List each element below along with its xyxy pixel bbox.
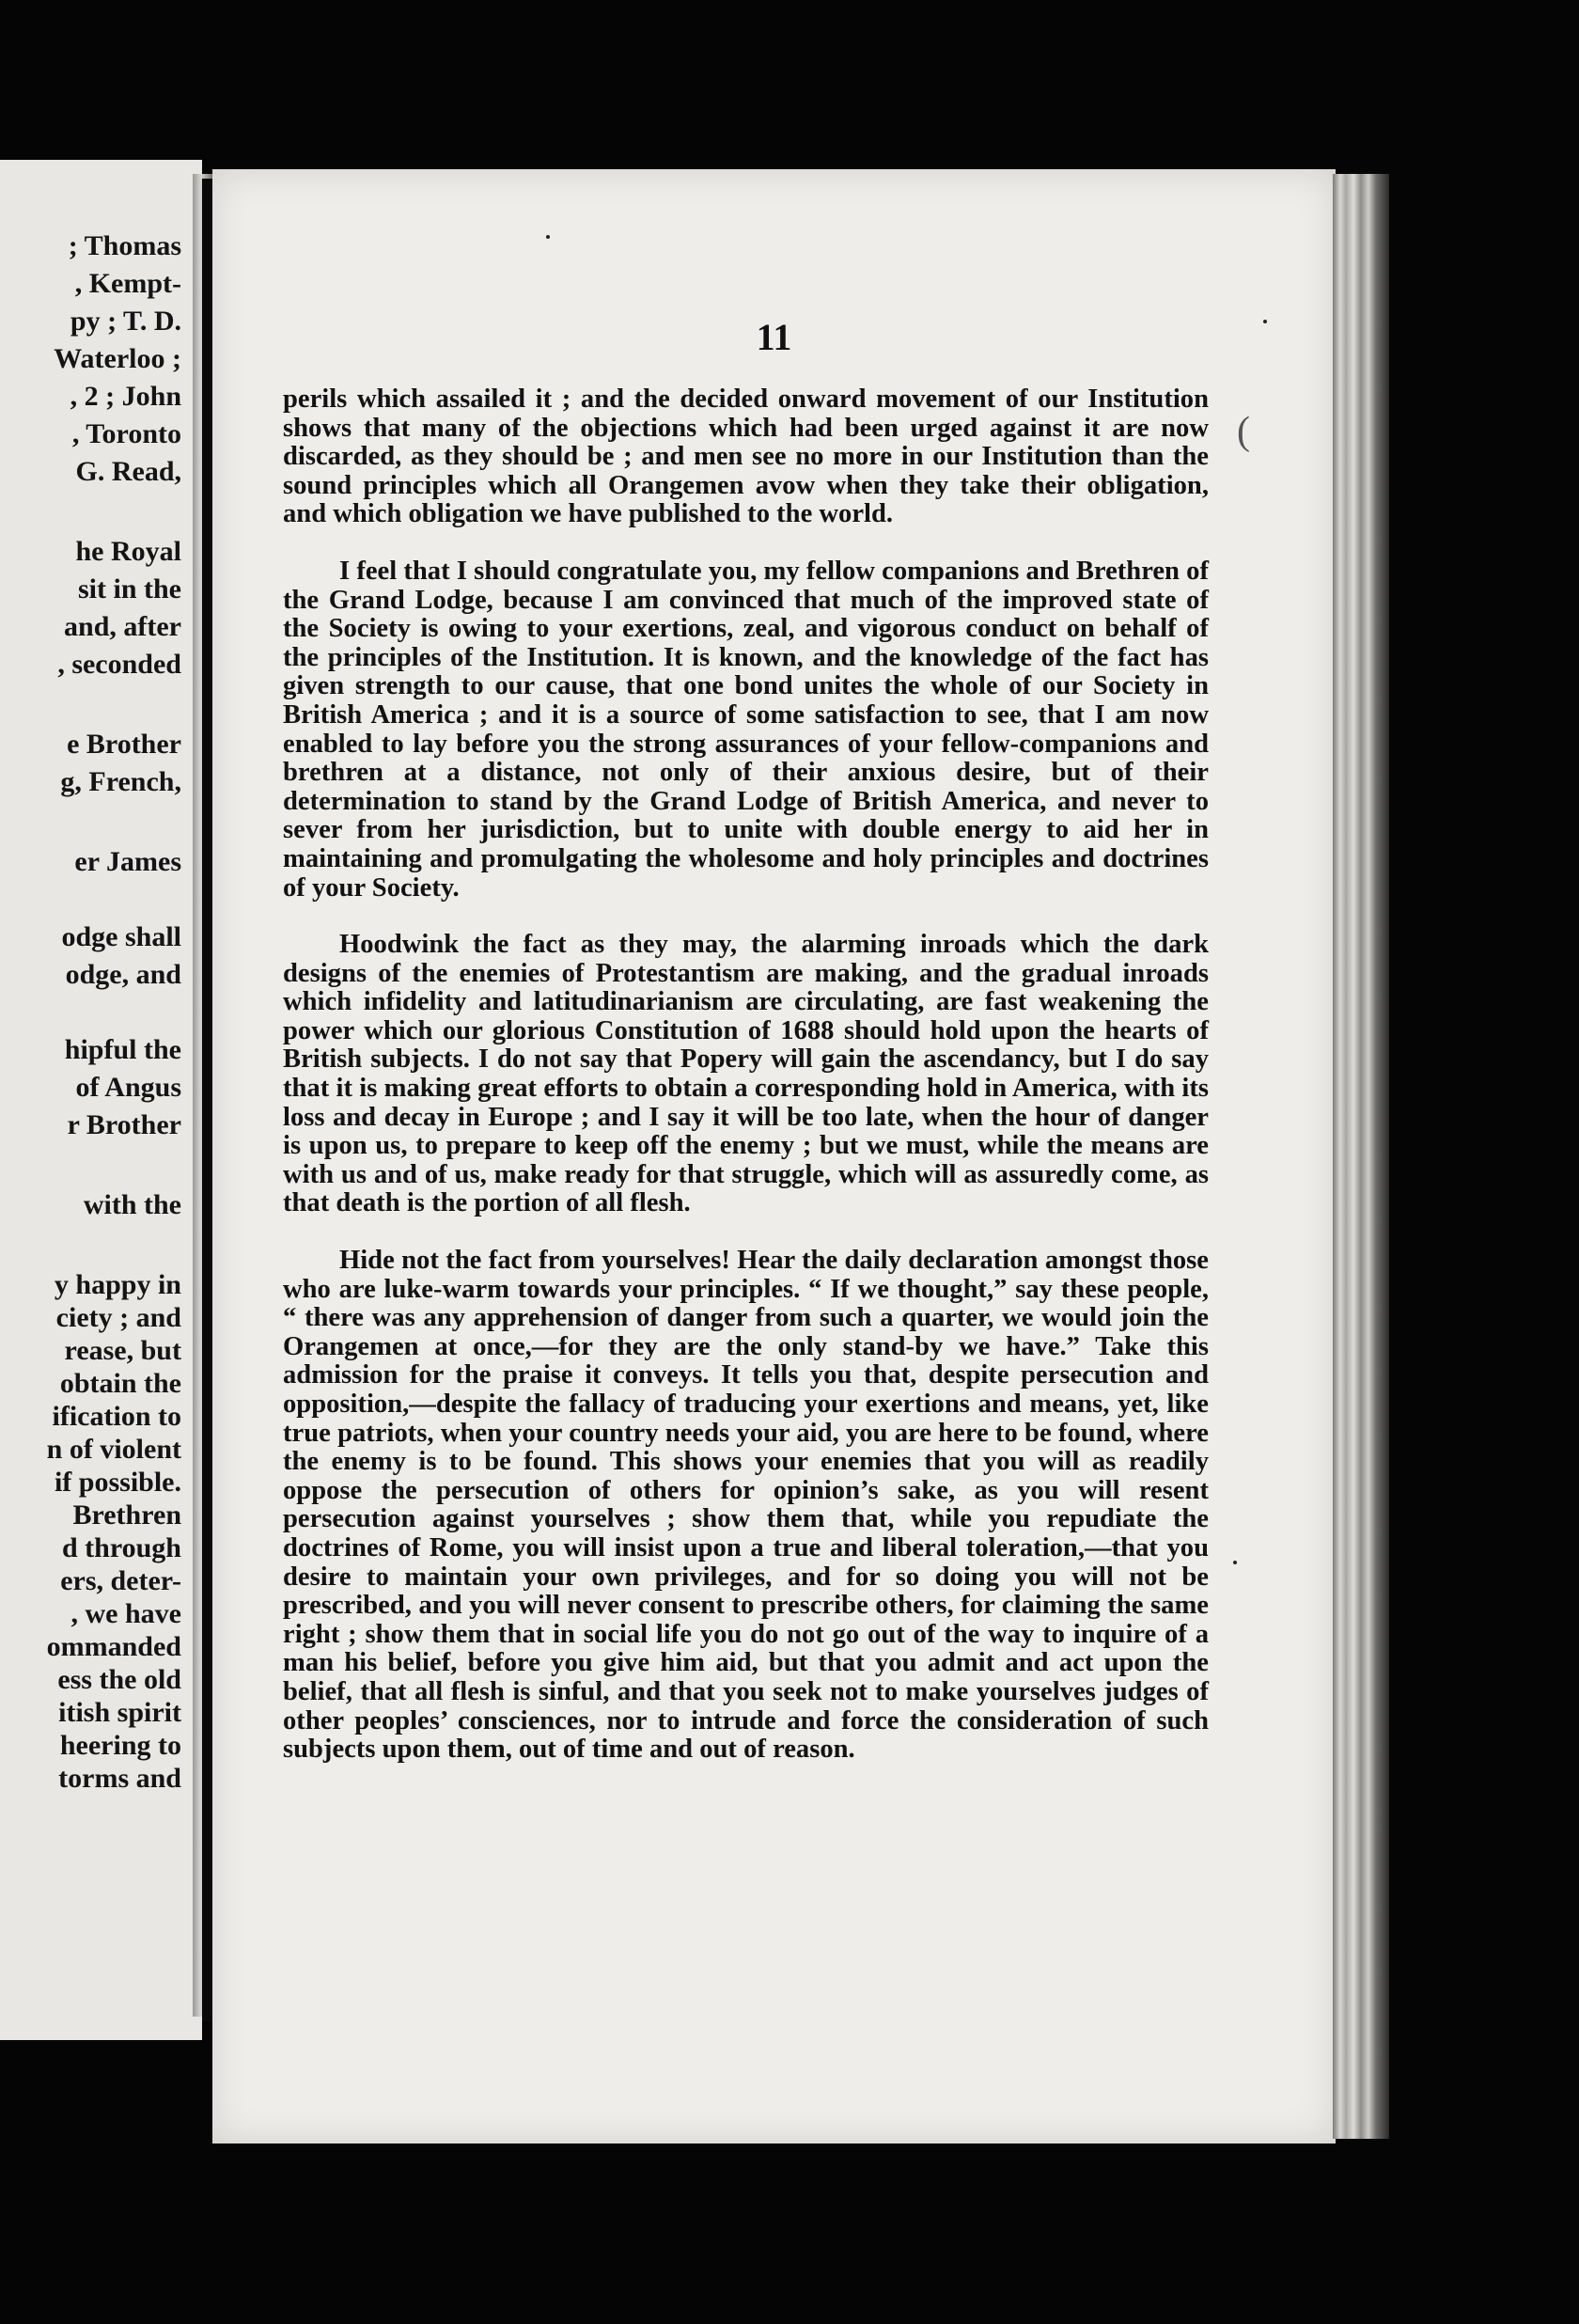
left-page-fragment: , Toronto [71,418,181,449]
left-page-fragment: he Royal [75,536,181,567]
left-page-fragment: if possible. [54,1467,181,1498]
left-page-fragment: itish spirit [58,1697,181,1728]
left-page-fragment: G. Read, [75,456,181,487]
left-page-fragment: obtain the [59,1368,181,1399]
right-page [212,169,1336,2143]
page-number: 11 [756,316,792,358]
margin-mark: ( [1237,410,1250,453]
left-page-fragment: heering to [59,1730,181,1761]
left-page-fragment: e Brother [67,729,181,760]
left-page-fragment: and, after [64,611,181,642]
left-page-fragment: d through [61,1532,181,1563]
left-page-fragment: , seconded [57,649,181,680]
paragraph-4: Hide not the fact from yourselves! Hear the daily declaration amongst those who are luke-warm towards your principles. “ If we thought,” say these people, “ there was any apprehension of danger from such a quarter, we would join the Orangemen at once,—for they are the only stand-by we have.” Take this admission for the praise it conveys. It tells you that, despite persecution and opposition,—despite the fallacy of traducing your exertions and means, yet, like true patriots, when your country needs your aid, you are here to be found, where the enemy is to be found. This shows your enemies that you will as readily oppose the persecution of others for opinion’s sake, as you will resent persecution against yourselves ; show them that, while you repudiate the doctrines of Rome, you will insist upon a true and liberal toleration,—that you desire to maintain your own privileges, and for so doing you will not be prescribed, and you will never consent to prescribe others, for claiming the same right ; show them that in social life you do not go out of the way to inquire of a man his belief, before you give him aid, but that you admit and act upon the belief, that all flesh is sinful, and that you seek not to make yourselves judges of other peoples’ consciences, nor to intrude and force the consideration of such subjects upon them, out of time and out of reason. [283,1246,1209,1765]
paragraph-3: Hoodwink the fact as they may, the alarming inroads which the dark designs of the enemies of Protestantism are making, and the gradual inroads which infidelity and latitudinarianism are circulating, are fast weakening the power which our glorious Constitution of 1688 should hold upon the hearts of British subjects. I do not say that Popery will gain the ascendancy, but I do say that it is making great efforts to obtain a corresponding hold in America, with its loss and decay in Europe ; and I say it will be too late, when the hour of danger is upon us, to prepare to keep off the enemy ; but we must, while the means are with us and of us, make ready for that struggle, which will as assuredly come, as that death is the portion of all flesh. [283,930,1209,1218]
paragraph-1: perils which assailed it ; and the decided onward movement of our Institution shows that many of the objections which had been urged against it are now discarded, as they should be ; and men see no more in our Institution than the sound principles which all Orangemen avow when they take their obligation, and which obligation we have published to the world. [283,385,1209,529]
page-edge [1333,174,1389,2139]
left-page [0,160,202,2040]
left-page-fragment: , Kempt- [74,268,181,299]
left-page-fragment: ommanded [46,1631,181,1662]
paragraph-2: I feel that I should congratulate you, my fellow companions and Brethren of the Grand Lodge, because I am convinced that much of the improved state of the Society is owing to your exertions, zeal, and vigorous conduct on behalf of the principles of the Institution. It is known, and the knowledge of the fact has given strength to our cause, that one bond unites the whole of our Society in British America ; and it is a source of some satisfaction to see, that I am now enabled to lay before you the strong assurances of your fellow-companions and brethren at a distance, not only of their anxious desire, but of their determination to stand by the Grand Lodge of British America, and never to sever from her jurisdiction, but to unite with double energy to aid her in maintaining and promulgating the wholesome and holy principles and doctrines of your Society. [283,556,1209,903]
left-page-fragment: y happy in [54,1269,181,1300]
left-page-fragment: er James [74,846,181,877]
body-text [283,385,1209,1765]
left-page-fragment: hipful the [64,1034,181,1065]
left-page-fragment: sit in the [77,573,181,605]
left-page-fragment: ess the old [57,1664,181,1695]
left-page-fragment: of Angus [75,1072,181,1103]
ink-speck [1233,1561,1237,1564]
left-page-fragment: ification to [52,1401,181,1432]
left-page-fragment: rease, but [64,1335,181,1366]
left-page-fragment: Waterloo ; [54,343,181,374]
left-page-fragment: , we have [70,1598,181,1629]
ink-speck [546,235,550,239]
left-page-fragment: py ; T. D. [70,306,181,337]
left-page-fragment: ers, deter- [60,1565,181,1596]
left-page-fragment: with the [83,1189,181,1220]
left-page-fragment: odge, and [65,959,181,990]
left-page-fragment: , 2 ; John [70,381,181,412]
left-page-fragment: torms and [58,1763,181,1794]
left-page-fragment: Brethren [72,1500,181,1531]
left-page-fragment: odge shall [61,921,181,952]
left-page-fragment: r Brother [67,1109,181,1140]
left-page-fragment: n of violent [46,1434,181,1465]
ink-speck [1263,320,1267,323]
left-page-fragment: ciety ; and [55,1302,181,1333]
left-page-fragment: g, French, [60,766,181,797]
left-page-fragment: ; Thomas [68,230,181,261]
